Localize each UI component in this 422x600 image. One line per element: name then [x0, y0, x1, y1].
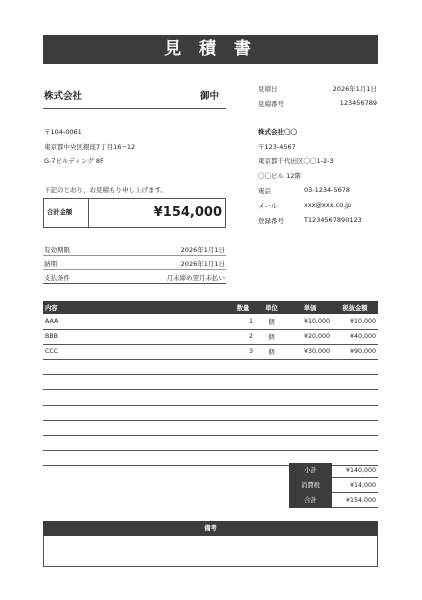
client-address-2: G-7ビルディング 8F	[44, 157, 104, 165]
item-price: ¥30,000	[288, 344, 332, 359]
issuer-mail-value: xxx@xxx.co.jp	[304, 201, 352, 209]
item-unit	[255, 375, 288, 390]
terms-divider	[43, 255, 226, 256]
intro-text: 下記のとおり、お見積もり申し上げます。	[44, 186, 167, 194]
issuer-tel-label: 電話	[258, 187, 271, 195]
terms-divider	[43, 283, 226, 284]
issuer-address-1: 東京都千代田区〇〇1-2-3	[258, 157, 334, 165]
item-price	[288, 390, 332, 405]
item-amount	[332, 420, 378, 435]
header-unit: 単位	[255, 301, 288, 314]
item-qty	[231, 360, 255, 375]
estimate-number-label: 見積番号	[258, 100, 284, 108]
item-amount	[332, 390, 378, 405]
item-amount: ¥40,000	[332, 329, 378, 344]
item-unit	[255, 360, 288, 375]
subtotal-row	[289, 463, 378, 478]
client-honorific: 御中	[200, 91, 220, 102]
item-unit: 個	[255, 344, 288, 359]
table-row	[43, 329, 378, 344]
header-qty: 数量	[231, 301, 255, 314]
item-qty	[231, 375, 255, 390]
item-amount: ¥90,000	[332, 344, 378, 359]
estimate-number-value: 123456789	[339, 99, 377, 107]
items-table	[43, 301, 378, 466]
issuer-company: 株式会社〇〇	[258, 128, 297, 136]
header-name: 内容	[43, 301, 231, 314]
total-amount-label: 合計金額	[44, 199, 89, 227]
table-row	[43, 390, 378, 405]
item-name	[43, 360, 231, 375]
item-price	[288, 360, 332, 375]
item-qty: 2	[231, 329, 255, 344]
item-qty	[231, 436, 255, 451]
item-name	[43, 405, 231, 420]
item-unit	[255, 451, 288, 466]
item-name: CCC	[43, 344, 231, 359]
item-unit	[255, 436, 288, 451]
notes-heading: 備考	[43, 521, 378, 536]
total-amount-value: ¥154,000	[153, 205, 222, 220]
item-price: ¥10,000	[288, 314, 332, 329]
issuer-registration-value: T1234567890123	[304, 216, 362, 224]
terms-payment-label: 支払条件	[44, 274, 70, 282]
grand-total-row	[289, 493, 378, 508]
document-title: 見 積 書	[43, 35, 378, 64]
item-name	[43, 451, 231, 466]
table-row	[43, 420, 378, 435]
item-qty	[231, 405, 255, 420]
tax-row	[289, 478, 378, 493]
item-price	[288, 375, 332, 390]
table-row	[43, 360, 378, 375]
item-amount	[332, 405, 378, 420]
estimate-date-label: 見積日	[258, 85, 278, 93]
issuer-registration-label: 登録番号	[258, 217, 284, 225]
issuer-postal: 〒123-4567	[258, 143, 296, 151]
subtotal-label: 小計	[289, 463, 332, 478]
item-amount	[332, 375, 378, 390]
item-unit	[255, 390, 288, 405]
terms-validity-label: 有効期限	[44, 246, 70, 254]
total-amount-box	[43, 198, 226, 228]
table-row	[43, 436, 378, 451]
issuer-tel-value: 03-1234-5678	[304, 186, 351, 194]
item-name	[43, 390, 231, 405]
item-price	[288, 420, 332, 435]
grand-total-label: 合計	[289, 493, 332, 508]
item-name	[43, 436, 231, 451]
item-qty	[231, 390, 255, 405]
item-unit: 個	[255, 329, 288, 344]
item-unit	[255, 420, 288, 435]
item-qty	[231, 420, 255, 435]
notes-box	[43, 536, 378, 567]
tax-label: 消費税	[289, 478, 332, 493]
subtotal-value: ¥140,000	[332, 463, 378, 478]
item-amount	[332, 360, 378, 375]
terms-delivery-label: 納期	[44, 260, 57, 268]
client-postal: 〒104-0061	[44, 128, 82, 136]
issuer-address-2: 〇〇ビル 12階	[258, 172, 301, 180]
item-price	[288, 405, 332, 420]
item-amount: ¥10,000	[332, 314, 378, 329]
item-amount	[332, 436, 378, 451]
item-name	[43, 420, 231, 435]
client-name: 株式会社	[44, 91, 83, 102]
item-price: ¥20,000	[288, 329, 332, 344]
table-row	[43, 375, 378, 390]
table-row	[43, 344, 378, 359]
item-unit	[255, 405, 288, 420]
item-name	[43, 375, 231, 390]
table-row	[43, 314, 378, 329]
table-row	[43, 405, 378, 420]
item-qty: 1	[231, 314, 255, 329]
terms-payment-value: 月末締め翌月末払い	[166, 274, 225, 282]
item-unit: 個	[255, 314, 288, 329]
terms-validity-value: 2026年1月1日	[180, 246, 225, 254]
client-address-1: 東京都中央区銀座7丁目16−12	[44, 143, 136, 151]
header-price: 単価	[288, 301, 332, 314]
estimate-date-value: 2026年1月1日	[332, 85, 377, 93]
issuer-mail-label: メール	[258, 202, 278, 210]
terms-delivery-value: 2026年1月1日	[180, 260, 225, 268]
item-name: AAA	[43, 314, 231, 329]
grand-total-value: ¥154,000	[332, 493, 378, 508]
item-name: BBB	[43, 329, 231, 344]
client-name-underline	[43, 108, 226, 109]
item-price	[288, 436, 332, 451]
items-header-row	[43, 301, 378, 314]
terms-divider	[43, 269, 226, 270]
item-qty	[231, 451, 255, 466]
tax-value: ¥14,000	[332, 478, 378, 493]
item-qty: 3	[231, 344, 255, 359]
header-amount: 税抜金額	[332, 301, 378, 314]
